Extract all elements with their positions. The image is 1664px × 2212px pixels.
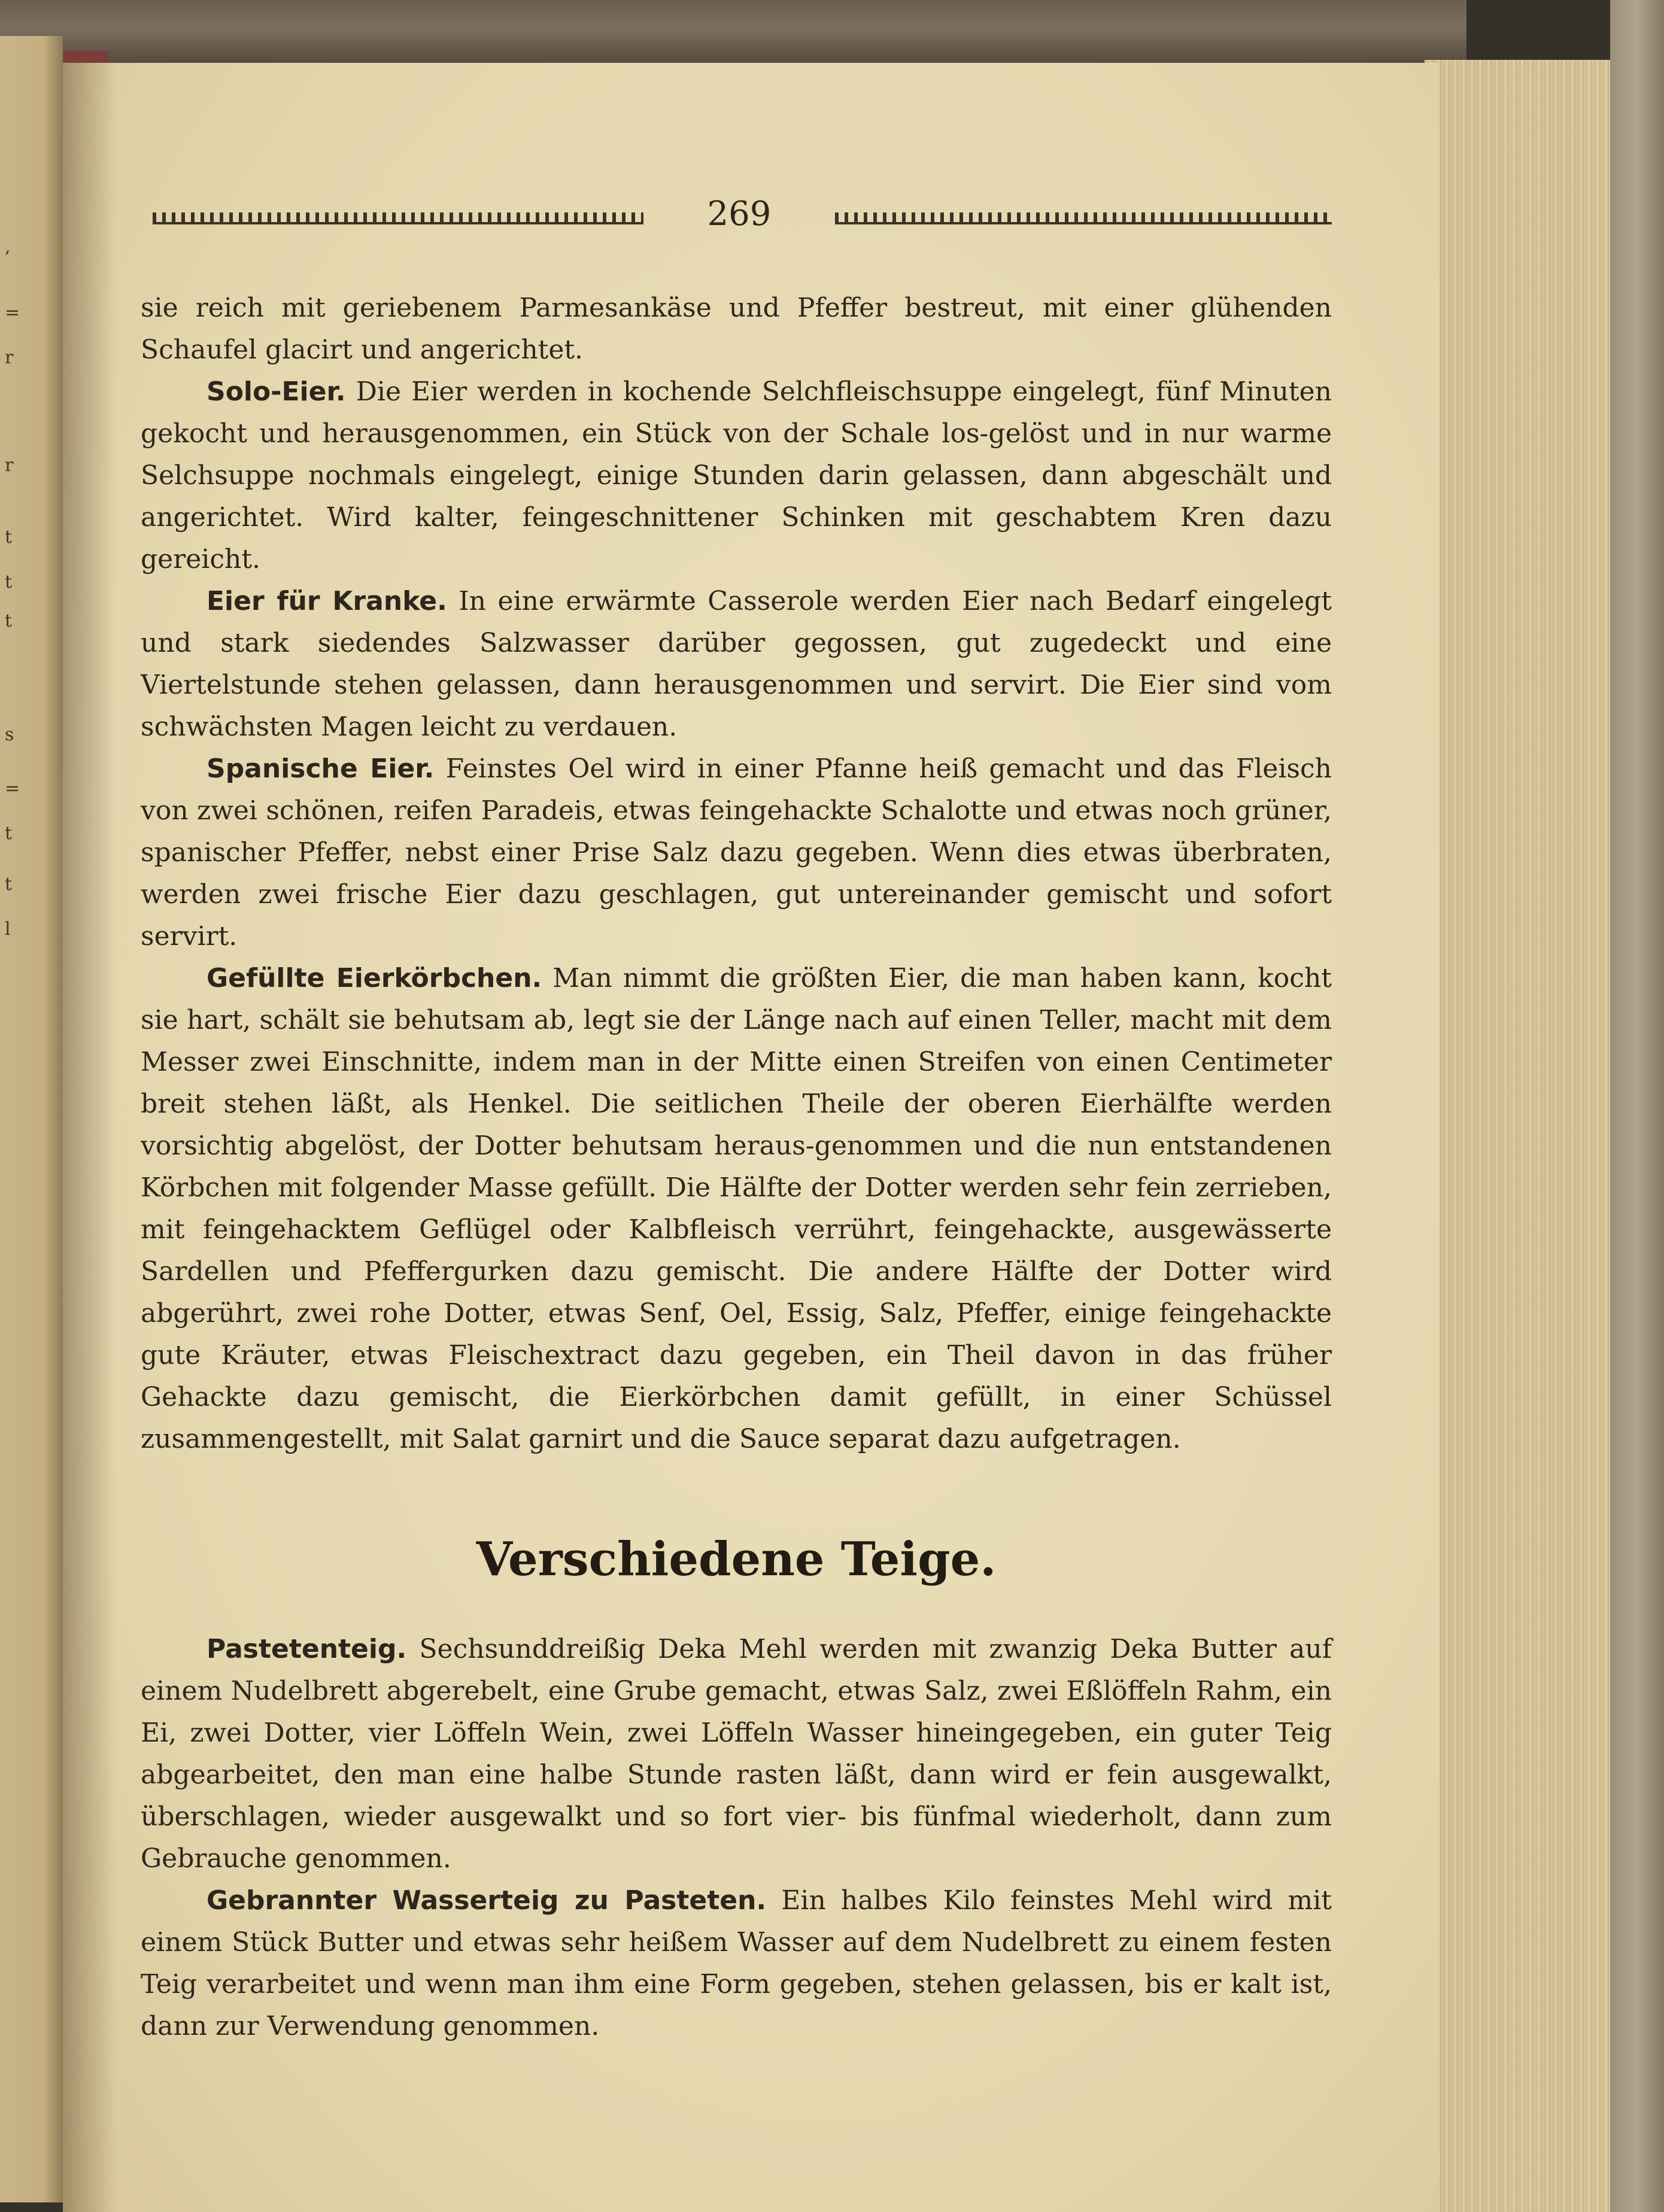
book-headband <box>0 0 1466 72</box>
page-content <box>141 195 1332 2047</box>
margin-char: , <box>5 236 11 257</box>
margin-char: t <box>5 610 13 631</box>
section-title: Verschiedene Teige. <box>476 1532 997 1587</box>
ornament-rule-left <box>153 212 643 224</box>
margin-char: l <box>5 919 11 940</box>
page-number: 269 <box>707 195 772 233</box>
margin-char: s <box>5 724 14 745</box>
recipe-text: Die Eier werden in kochende Selchfleischsuppe eingelegt, fünf Minuten gekocht und herausgenommen, ein Stück von der Schale los-gelöst und in nur warme Selchsuppe nochmals eingelegt, einige Stunden darin gelassen, dann abgeschält und angerichtet. Wird kalter, feingeschnittener Schinken mit geschabtem Kren dazu gereicht. <box>141 376 1332 575</box>
margin-char: r <box>5 455 14 476</box>
recipe-text: Ein halbes Kilo feinstes Mehl wird mit einem Stück Butter und etwas sehr heißem Wasser auf dem Nudelbrett zu einem festen Teig verarbeitet und wenn man ihm eine Form gegeben, stehen gelassen, bis er kalt ist, dann zur Verwendung genommen. <box>141 1885 1332 2041</box>
recipe-heading: Gefüllte Eierkörbchen. <box>207 963 542 993</box>
recipe-text: Sechsunddreißig Deka Mehl werden mit zwanzig Deka Butter auf einem Nudelbrett abgerebelt, eine Grube gemacht, etwas Salz, zwei Eßlöffeln Rahm, ein Ei, zwei Dotter, vier Löffeln Wein, zwei Löffeln Wasser hineingegeben, ein guter Teig abgearbeitet, den man eine halbe Stunde rasten läßt, dann wird er fein ausgewalkt, überschlagen, wieder ausgewalkt und so fort vier- bis fünfmal wiederholt, dann zum Gebrauche genommen. <box>141 1634 1332 1874</box>
paragraph-continuation <box>141 287 1332 371</box>
margin-char: t <box>5 874 13 895</box>
recipe-text: Man nimmt die größten Eier, die man haben kann, kocht sie hart, schält sie behutsam ab, legt sie der Länge nach auf einen Teller, macht mit dem Messer zwei Einschnitte, indem man in der Mitte einen Streifen von einen Centimeter breit stehen läßt, als Henkel. Die seitlichen Theile der oberen Eierhälfte werden vorsichtig abgelöst, der Dotter behutsam heraus-genommen und die nun entstandenen Körbchen mit folgender Masse gefüllt. Die Hälfte der Dotter werden sehr fein zerrieben, mit feingehacktem Geflügel oder Kalbfleisch verrührt, feingehackte, ausgewässerte Sardellen und Pfeffergurken dazu gemischt. Die andere Hälfte der Dotter wird abgerührt, zwei rohe Dotter, etwas Senf, Oel, Essig, Salz, Pfeffer, einige feingehackte gute Kräuter, etwas Fleischextract dazu gegeben, ein Theil davon in das früher Gehackte dazu gemischt, die Eierkörbchen damit gefüllt, in einer Schüssel zusammengestellt, mit Salat garnirt und die Sauce separat dazu aufgetragen. <box>141 963 1332 1454</box>
running-head <box>141 195 1332 242</box>
margin-char: r <box>5 347 14 368</box>
gutter-shadow <box>63 63 117 2212</box>
recipe-text: Feinstes Oel wird in einer Pfanne heiß gemacht und das Fleisch von zwei schönen, reifen Paradeis, etwas feingehackte Schalotte und etwas noch grüner, spanischer Pfeffer, nebst einer Prise Salz dazu gegeben. Wenn dies etwas überbraten, werden zwei frische Eier dazu geschlagen, gut untereinander gemischt und sofort servirt. <box>141 753 1332 952</box>
recipe-spanische-eier <box>141 748 1332 958</box>
ornament-rule-right <box>835 212 1332 224</box>
margin-char: t <box>5 527 13 548</box>
recipe-heading: Spanische Eier. <box>207 753 435 784</box>
recipe-heading: Gebrannter Wasserteig zu Pasteten. <box>207 1885 767 1916</box>
recipe-pastetenteig <box>141 1628 1332 1880</box>
book-cover-right <box>1610 0 1664 2212</box>
previous-page-edge <box>0 36 63 2202</box>
paragraph-text: sie reich mit geriebenem Parmesankäse und Pfeffer bestreut, mit einer glühenden Schaufel glacirt und angerichtet. <box>141 293 1332 365</box>
recipe-gefuellte-eierkoerbchen <box>141 958 1332 1460</box>
margin-char: = <box>5 778 20 799</box>
margin-char: t <box>5 823 13 844</box>
margin-char: = <box>5 302 20 323</box>
book-page <box>63 63 1440 2212</box>
recipe-heading: Pastetenteig. <box>207 1634 407 1664</box>
recipe-text: In eine erwärmte Casserole werden Eier nach Bedarf eingelegt und stark siedendes Salzwasser darüber gegossen, gut zugedeckt und eine Viertelstunde stehen gelassen, dann herausgenommen und servirt. Die Eier sind vom schwächsten Magen leicht zu verdauen. <box>141 586 1332 742</box>
recipe-gebrannter-wasserteig <box>141 1880 1332 2047</box>
margin-char: t <box>5 572 13 592</box>
recipe-heading: Eier für Kranke. <box>207 586 447 616</box>
recipe-heading: Solo-Eier. <box>207 376 346 407</box>
recipe-eier-fuer-kranke <box>141 581 1332 748</box>
recipe-solo-eier <box>141 371 1332 581</box>
